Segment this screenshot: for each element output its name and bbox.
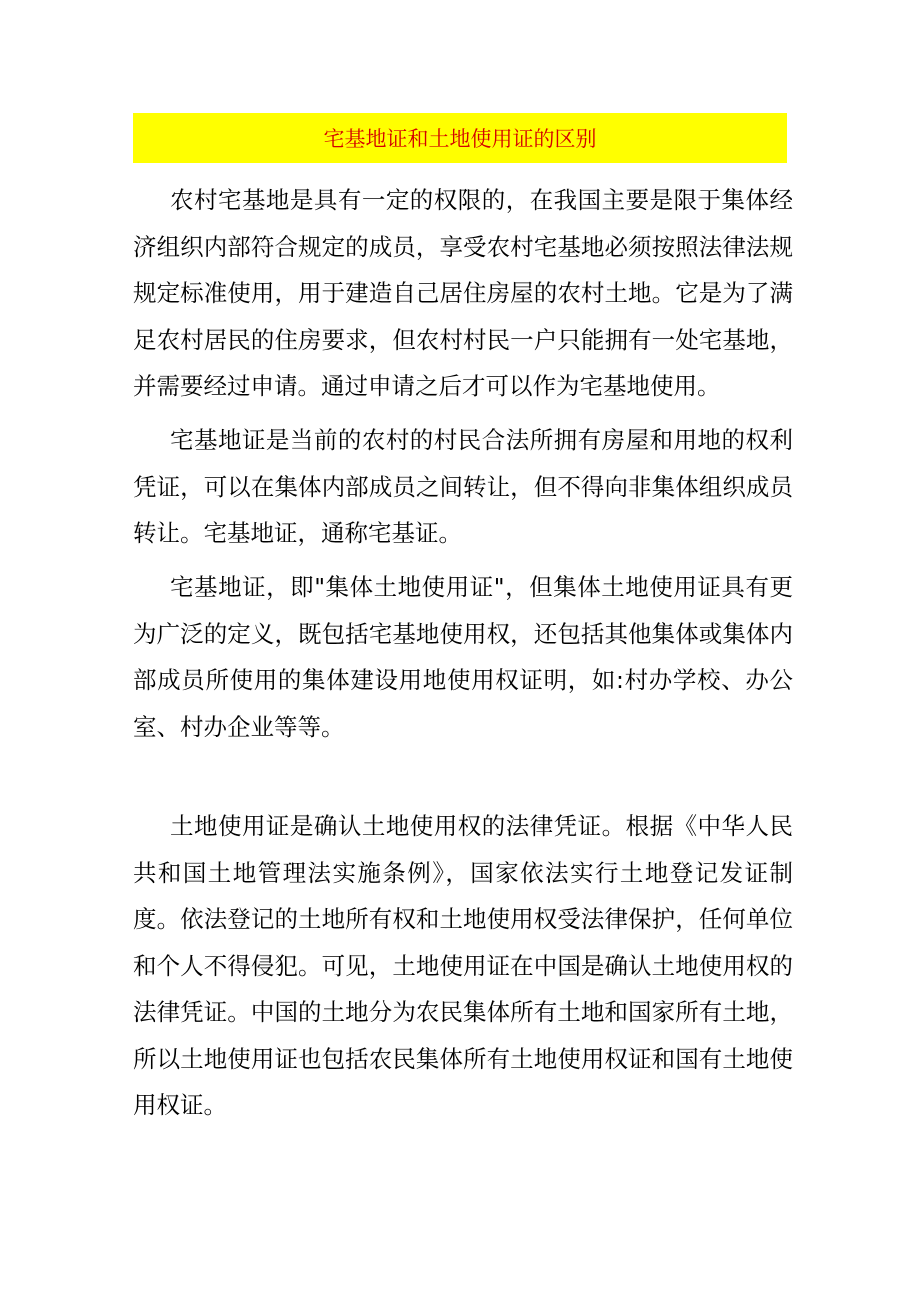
document-title: 宅基地证和土地使用证的区别 [323,127,597,151]
title-banner [133,113,787,163]
paragraph-collective-land-certificate: 宅基地证，即"集体土地使用证"，但集体土地使用证具有更为广泛的定义，既包括宅基地使用权，还包括其他集体或集体内部成员所使用的集体建设用地使用权证明，如:村办学校、办公室、村办企业等等。 [133,573,793,741]
paragraph-rural-homestead: 农村宅基地是具有一定的权限的，在我国主要是限于集体经济组织内部符合规定的成员，享受农村宅基地必须按照法律法规规定标准使用，用于建造自己居住房屋的农村土地。它是为了满足农村居民的住房要求，但农村村民一户只能拥有一处宅基地，并需要经过申请。通过申请之后才可以作为宅基地使用。 [133,186,793,400]
paragraph-land-use-certificate: 土地使用证是确认土地使用权的法律凭证。根据《中华人民共和国土地管理法实施条例》，国家依法实行土地登记发证制度。依法登记的土地所有权和土地使用权受法律保护，任何单位和个人不得侵犯。可见，土地使用证在中国是确认土地使用权的法律凭证。中国的土地分为农民集体所有土地和国家所有土地，所以土地使用证也包括农民集体所有土地使用权证和国有土地使用权证。 [133,812,793,1119]
paragraph-homestead-certificate: 宅基地证是当前的农村的村民合法所拥有房屋和用地的权利凭证，可以在集体内部成员之间转让，但不得向非集体组织成员转让。宅基地证，通称宅基证。 [133,426,793,547]
